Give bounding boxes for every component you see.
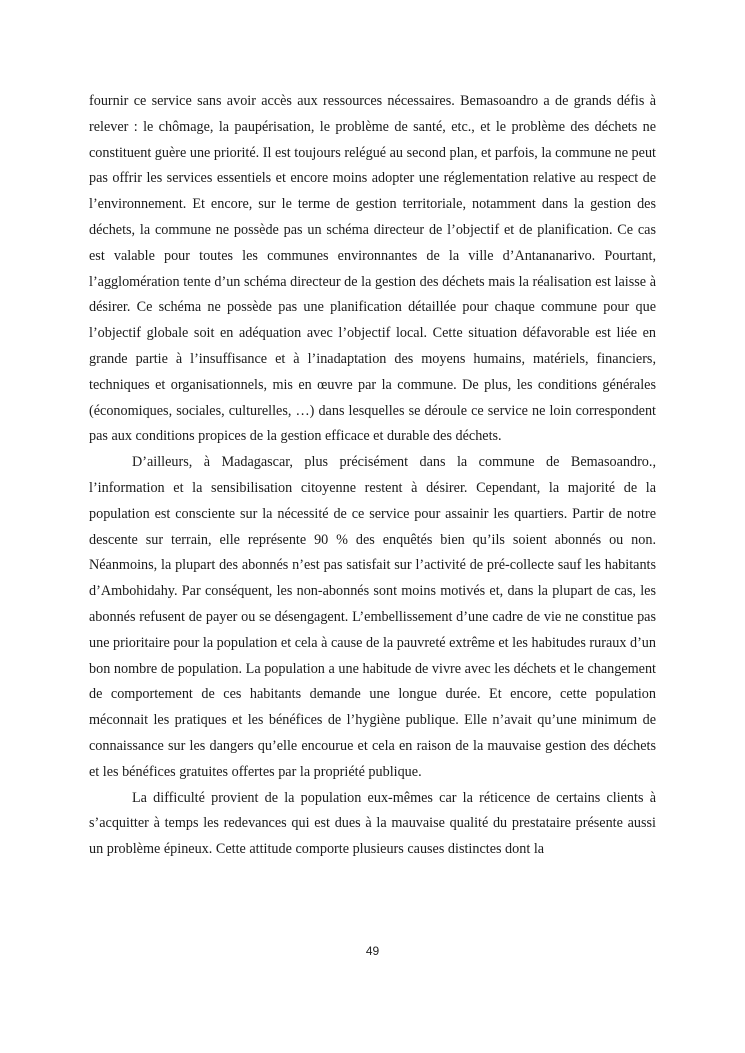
paragraph-3: La difficulté provient de la population eux-mêmes car la réticence de certains clients à s’acquitter à temps les redevances qui est dues à la mauvaise qualité du prestataire présente aussi un problème épineux. Cette attitude comporte plusieurs causes distinctes dont la <box>89 789 656 858</box>
paragraph-1: fournir ce service sans avoir accès aux ressources nécessaires. Bemasoandro a de grands défis à relever : le chômage, la paupérisation, le problème de santé, etc., et le problème des déchets ne constituent guère une priorité. Il est toujours relégué au second plan, et parfois, la commune ne peut pas offrir les services essentiels et encore moins adopter une réglementation relative au respect de l’environnement. Et encore, sur le terme de gestion territoriale, notamment dans la gestion des déchets, la commune ne possède pas un schéma directeur de l’objectif et de planification. Ce cas est valable pour toutes les communes environnantes de la ville d’Antananarivo. Pourtant, l’agglomération tente d’un schéma directeur de la gestion des déchets mais la réalisation est laisse à désirer. Ce schéma ne possède pas une planification détaillée pour chaque commune pour que l’objectif globale soit en adéquation avec l’objectif local. Cette situation défavorable est liée en grande partie à l’insuffisance et à l’inadaptation des moyens humains, matériels, financiers, techniques et organisationnels, mis en œuvre par la commune. De plus, les conditions générales (économiques, sociales, culturelles, …) dans lesquelles se déroule ce service ne loin correspondent pas aux conditions propices de la gestion efficace et durable des déchets. <box>89 93 656 445</box>
page-number: 49 <box>365 944 380 958</box>
body-text <box>89 89 656 863</box>
paragraph-2: D’ailleurs, à Madagascar, plus précisément dans la commune de Bemasoandro., l’information et la sensibilisation citoyenne restent à désirer. Cependant, la majorité de la population est consciente sur la nécessité de ce service pour assainir les quartiers. Partir de notre descente sur terrain, elle représente 90 % des enquêtés bien qu’ils soient abonnés ou non. Néanmoins, la plupart des abonnés n’est pas satisfait sur l’activité de pré-collecte sauf les habitants d’Ambohidahy. Par conséquent, les non-abonnés sont moins motivés et, dans la plupart de cas, les abonnés refusent de payer ou se désengagent. L’embellissement d’une cadre de vie ne constitue pas une prioritaire pour la population et cela à cause de la pauvreté extrême et les habitudes ruraux d’un bon nombre de population. La population a une habitude de vivre avec les déchets et le changement de comportement de ces habitants demande une longue durée. Et encore, cette population méconnait les pratiques et les bénéfices de l’hygiène publique. Elle n’avait qu’une minimum de connaissance sur les dangers qu’elle encourue et cela en raison de la mauvaise gestion des déchets et les bénéfices gratuites offertes par la propriété publique. <box>89 454 656 780</box>
